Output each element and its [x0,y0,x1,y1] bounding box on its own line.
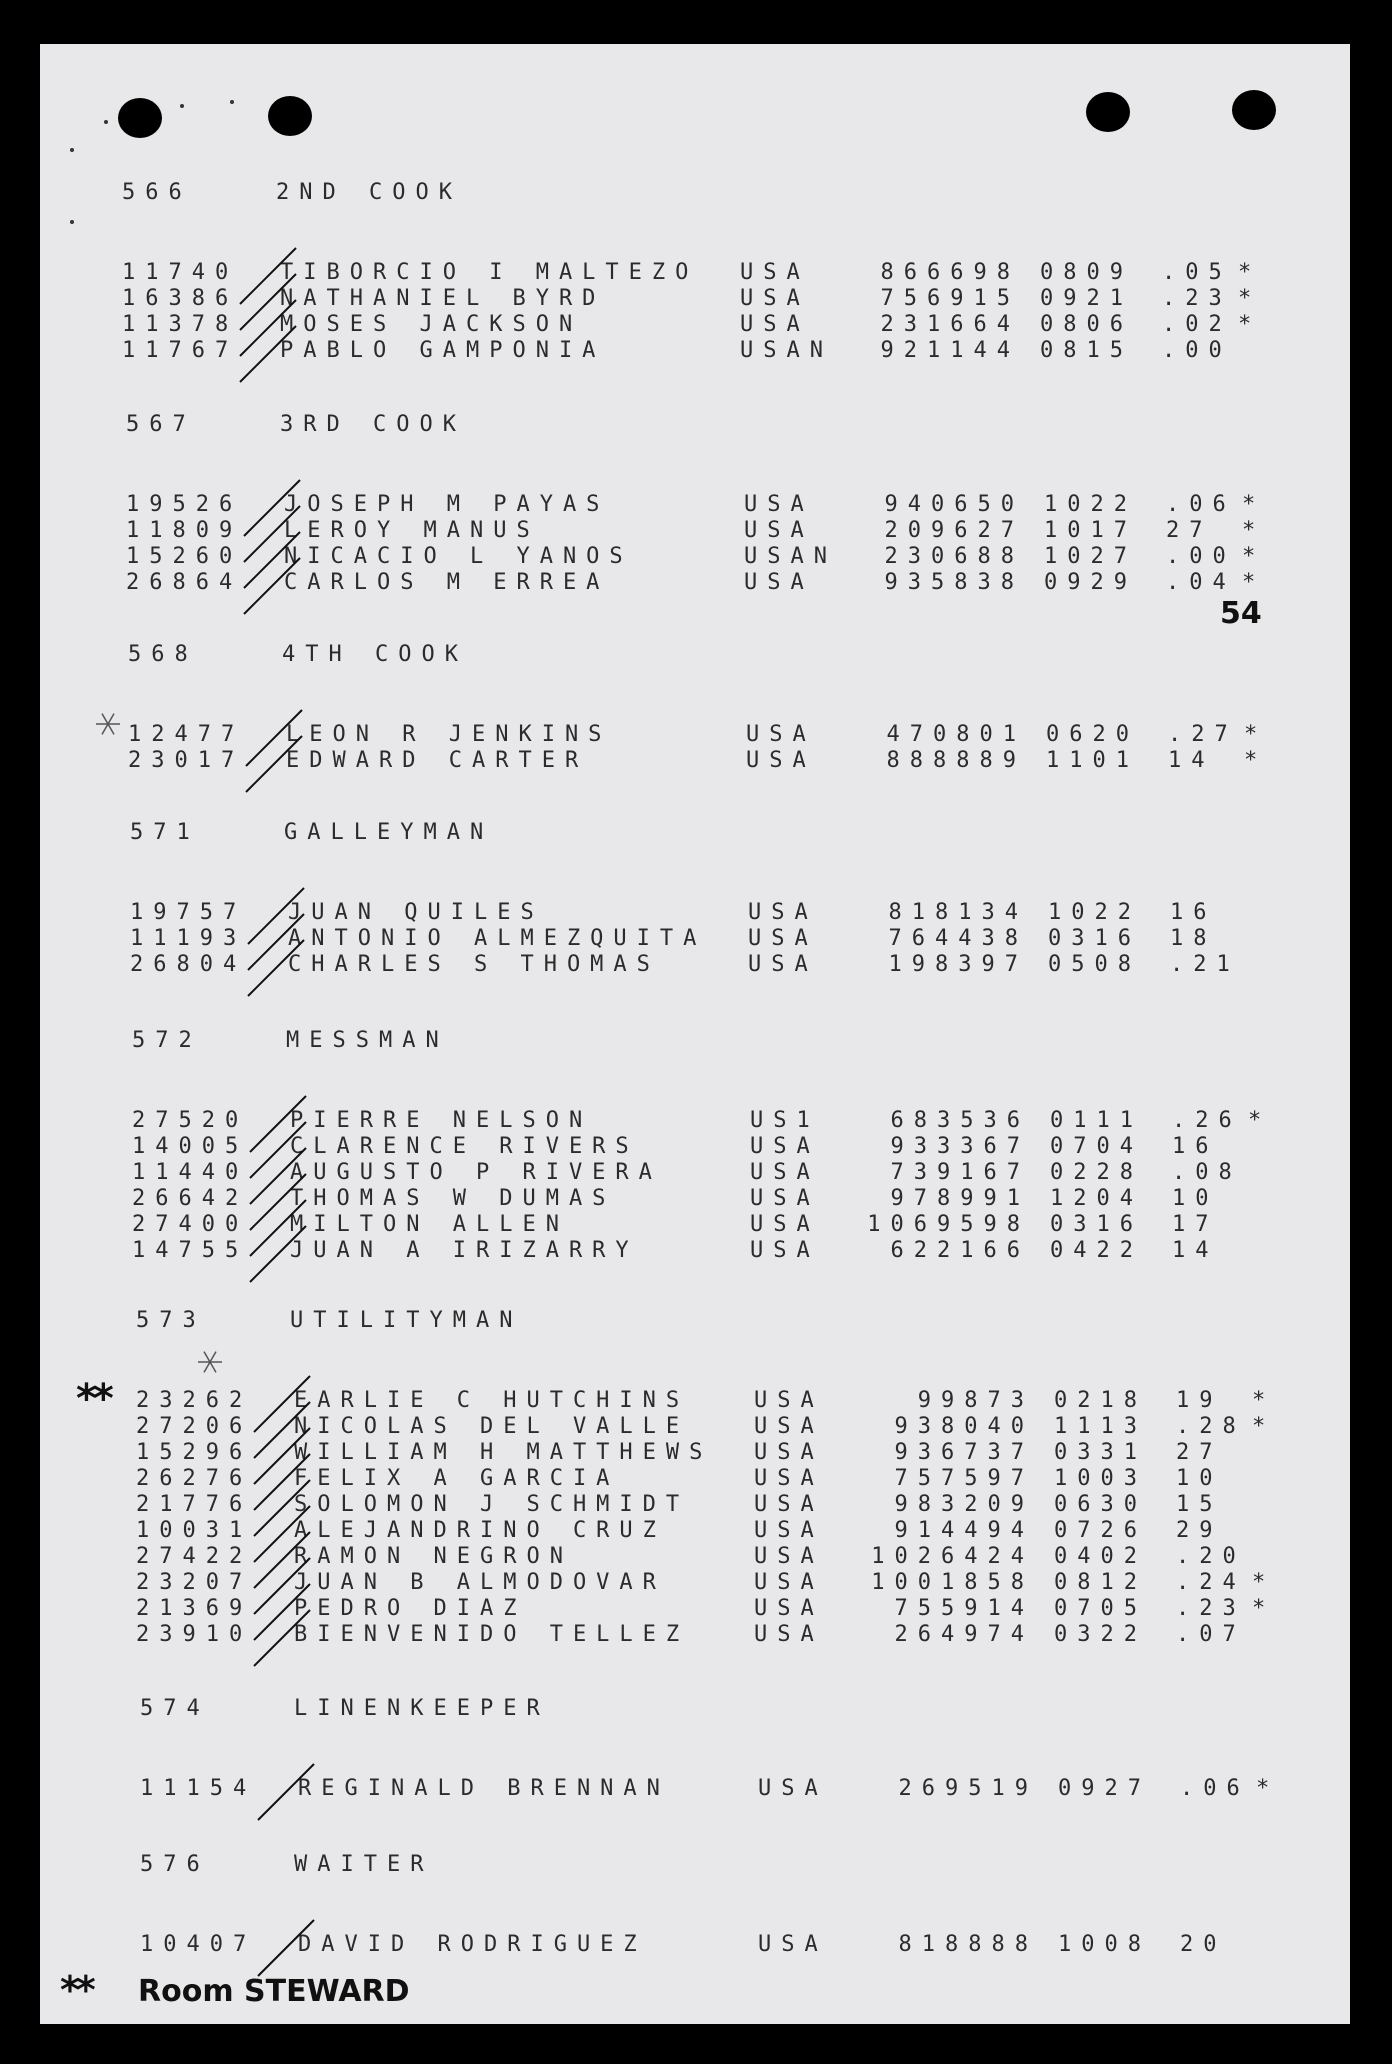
check-mark [250,1174,306,1230]
employee-name: TIBORCIO I MALTEZO [280,260,699,285]
date-code: 1113 [1054,1414,1147,1439]
nationality: USA [750,1212,820,1237]
employee-name: MILTON ALLEN [290,1212,569,1237]
date-code: 0927 [1058,1776,1151,1801]
date-code: 0316 [1050,1212,1143,1237]
date-code: 0806 [1040,312,1133,337]
check-mark [254,1506,310,1562]
star-mark: * [1244,722,1268,747]
document-number: 756915 [880,286,1020,311]
rate-value: 19 [1176,1388,1223,1413]
footer-note-room-steward: Room STEWARD [138,1974,410,2009]
date-code: 0726 [1054,1518,1147,1543]
employee-id: 21776 [136,1492,253,1517]
check-mark [240,326,296,382]
date-code: 1027 [1044,544,1137,569]
section-code: 566 [122,180,192,205]
nationality: US1 [750,1108,820,1133]
employee-name: CHARLES S THOMAS [288,952,660,977]
date-code: 0815 [1040,338,1133,363]
document-number: 818134 [888,900,1028,925]
rate-value: .20 [1176,1544,1246,1569]
document-number: 739167 [890,1160,1030,1185]
rate-value: 16 [1172,1134,1219,1159]
employee-name: NATHANIEL BYRD [280,286,606,311]
employee-name: RAMON NEGRON [294,1544,573,1569]
check-mark [258,1920,314,1976]
section-title: LINENKEEPER [294,1696,550,1721]
employee-id: 23017 [128,748,245,773]
rate-value: 20 [1180,1932,1227,1957]
employee-name: JUAN QUILES [288,900,544,925]
rate-value: .23 [1176,1596,1246,1621]
employee-name: BIENVENIDO TELLEZ [294,1622,690,1647]
rate-value: .06 [1180,1776,1250,1801]
section-title: 3RD COOK [280,412,466,437]
nationality: USA [754,1596,824,1621]
section-code: 576 [140,1852,210,1877]
document-number: 888889 [886,748,1026,773]
nationality: USA [754,1440,824,1465]
check-mark [248,940,304,996]
section-code: 567 [126,412,196,437]
check-mark [258,1764,314,1820]
employee-name: DAVID RODRIGUEZ [298,1932,647,1957]
check-mark [254,1376,310,1432]
star-mark: * [1238,286,1262,311]
rate-value: .23 [1162,286,1232,311]
employee-id: 11193 [130,926,247,951]
section-title: UTILITYMAN [290,1308,523,1333]
date-code: 0620 [1046,722,1139,747]
document-number: 1069598 [867,1212,1030,1237]
document-number: 198397 [888,952,1028,977]
nationality: USAN [740,338,833,363]
employee-id: 19757 [130,900,247,925]
check-mark [250,1148,306,1204]
check-mark [244,480,300,536]
date-code: 0630 [1054,1492,1147,1517]
check-mark [254,1454,310,1510]
check-mark [254,1532,310,1588]
rate-value: 15 [1176,1492,1223,1517]
document-number: 935838 [884,570,1024,595]
section-title: 4TH COOK [282,642,468,667]
check-mark [244,532,300,588]
employee-id: 12477 [128,722,245,747]
nationality: USA [754,1388,824,1413]
rate-value: 29 [1176,1518,1223,1543]
nationality: USA [740,286,810,311]
star-mark: * [1252,1596,1276,1621]
employee-name: CLARENCE RIVERS [290,1134,639,1159]
double-star-mark: ** [76,1376,110,1422]
section-code: 573 [136,1308,206,1333]
employee-name: FELIX A GARCIA [294,1466,620,1491]
nationality: USA [744,518,814,543]
employee-id: 11767 [122,338,239,363]
employee-name: EDWARD CARTER [286,748,589,773]
star-mark: * [1252,1388,1276,1413]
employee-id: 14755 [132,1238,249,1263]
employee-id: 26804 [130,952,247,977]
rate-value: 27 [1166,518,1213,543]
nationality: USA [750,1186,820,1211]
nationality: USA [740,260,810,285]
document-number: 978991 [890,1186,1030,1211]
check-mark [244,558,300,614]
employee-id: 27206 [136,1414,253,1439]
rate-value: .06 [1166,492,1236,517]
date-code: 0921 [1040,286,1133,311]
check-mark [248,888,304,944]
date-code: 1101 [1046,748,1139,773]
employee-id: 14005 [132,1134,249,1159]
nationality: USA [758,1776,828,1801]
document-number: 936737 [894,1440,1034,1465]
check-mark [248,914,304,970]
nationality: USA [754,1414,824,1439]
document-number: 622166 [890,1238,1030,1263]
rate-value: .08 [1172,1160,1242,1185]
document-number: 99873 [917,1388,1034,1413]
date-code: 0228 [1050,1160,1143,1185]
document-number: 683536 [890,1108,1030,1133]
star-mark: * [1242,544,1266,569]
check-mark [250,1226,306,1282]
date-code: 1204 [1050,1186,1143,1211]
check-mark [254,1584,310,1640]
employee-name: LEROY MANUS [284,518,540,543]
rate-value: .27 [1168,722,1238,747]
date-code: 0812 [1054,1570,1147,1595]
rate-value: 10 [1172,1186,1219,1211]
document-number: 269519 [898,1776,1038,1801]
rate-value: 14 [1172,1238,1219,1263]
check-mark [254,1402,310,1458]
nationality: USA [746,748,816,773]
employee-id: 16386 [122,286,239,311]
document-number: 764438 [888,926,1028,951]
rate-value: 10 [1176,1466,1223,1491]
nationality: USA [748,952,818,977]
check-mark [250,1096,306,1152]
rate-value: .00 [1162,338,1232,363]
employee-name: CARLOS M ERREA [284,570,610,595]
check-mark [254,1610,310,1666]
section-code: 571 [130,820,200,845]
check-mark [254,1480,310,1536]
date-code: 0331 [1054,1440,1147,1465]
employee-name: JUAN A IRIZARRY [290,1238,639,1263]
nationality: USA [754,1466,824,1491]
star-mark: * [1242,492,1266,517]
date-code: 0316 [1048,926,1141,951]
employee-name: NICACIO L YANOS [284,544,633,569]
rate-value: .05 [1162,260,1232,285]
rate-value: .24 [1176,1570,1246,1595]
nationality: USA [758,1932,828,1957]
employee-id: 11440 [132,1160,249,1185]
date-code: 0929 [1044,570,1137,595]
document-number: 209627 [884,518,1024,543]
check-mark [254,1558,310,1614]
nationality: USA [744,570,814,595]
document-number: 983209 [894,1492,1034,1517]
handwritten-tick-marks [40,44,1350,2024]
employee-name: AUGUSTO P RIVERA [290,1160,662,1185]
nationality: USA [748,900,818,925]
date-code: 0218 [1054,1388,1147,1413]
rate-value: .00 [1166,544,1236,569]
footer-asterisk-marks: ** [60,1968,92,2012]
check-mark [240,274,296,330]
employee-name: JUAN B ALMODOVAR [294,1570,666,1595]
rate-value: .04 [1166,570,1236,595]
nationality: USA [740,312,810,337]
employee-id: 15296 [136,1440,253,1465]
employee-id: 11378 [122,312,239,337]
rate-value: .26 [1172,1108,1242,1133]
employee-id: 26642 [132,1186,249,1211]
section-title: GALLEYMAN [284,820,494,845]
employee-id: 26276 [136,1466,253,1491]
section-code: 568 [128,642,198,667]
employee-name: THOMAS W DUMAS [290,1186,616,1211]
document-number: 866698 [880,260,1020,285]
document-number: 755914 [894,1596,1034,1621]
employee-name: WILLIAM H MATTHEWS [294,1440,713,1465]
section-title: WAITER [294,1852,434,1877]
nationality: USAN [744,544,837,569]
document-number: 470801 [886,722,1026,747]
date-code: 1017 [1044,518,1137,543]
date-code: 0402 [1054,1544,1147,1569]
employee-id: 27422 [136,1544,253,1569]
star-mark: * [1244,748,1268,773]
employee-name: ALEJANDRINO CRUZ [294,1518,666,1543]
star-mark: * [1252,1414,1276,1439]
check-mark [240,300,296,356]
employee-id: 19526 [126,492,243,517]
document-number: 818888 [898,1932,1038,1957]
employee-id: 23262 [136,1388,253,1413]
date-code: 0508 [1048,952,1141,977]
employee-id: 27520 [132,1108,249,1133]
star-mark: * [1252,1570,1276,1595]
nationality: USA [750,1160,820,1185]
rate-value: .07 [1176,1622,1246,1647]
nationality: USA [754,1544,824,1569]
employee-name: ANTONIO ALMEZQUITA [288,926,707,951]
check-mark [250,1200,306,1256]
employee-id: 23207 [136,1570,253,1595]
check-mark [250,1122,306,1178]
check-mark [246,710,302,766]
check-mark [244,506,300,562]
employee-id: 27400 [132,1212,249,1237]
section-code: 574 [140,1696,210,1721]
nationality: USA [754,1570,824,1595]
employee-name: REGINALD BRENNAN [298,1776,670,1801]
nationality: USA [748,926,818,951]
employee-id: 26864 [126,570,243,595]
document-number: 1001858 [871,1570,1034,1595]
rate-value: .02 [1162,312,1232,337]
date-code: 0704 [1050,1134,1143,1159]
nationality: USA [754,1622,824,1647]
section-title: 2ND COOK [276,180,462,205]
nationality: USA [754,1518,824,1543]
rate-value: .28 [1176,1414,1246,1439]
page-number: 54 [1220,596,1262,631]
employee-name: PABLO GAMPONIA [280,338,606,363]
employee-name: EARLIE C HUTCHINS [294,1388,690,1413]
document-number: 914494 [894,1518,1034,1543]
date-code: 1022 [1048,900,1141,925]
rate-value: 16 [1170,900,1217,925]
date-code: 1008 [1058,1932,1151,1957]
document-number: 264974 [894,1622,1034,1647]
employee-id: 11154 [140,1776,257,1801]
nationality: USA [746,722,816,747]
employee-name: LEON R JENKINS [286,722,612,747]
employee-name: NICOLAS DEL VALLE [294,1414,690,1439]
date-code: 0705 [1054,1596,1147,1621]
check-mark [240,248,296,304]
document-number: 230688 [884,544,1024,569]
nationality: USA [750,1134,820,1159]
check-mark [254,1428,310,1484]
star-mark: * [1242,570,1266,595]
document-page [40,44,1350,2024]
star-mark: * [1248,1108,1272,1133]
employee-name: PEDRO DIAZ [294,1596,527,1621]
rate-value: 18 [1170,926,1217,951]
nationality: USA [754,1492,824,1517]
employee-id: 23910 [136,1622,253,1647]
rate-value: .21 [1170,952,1240,977]
employee-id: 11809 [126,518,243,543]
employee-name: MOSES JACKSON [280,312,583,337]
employee-name: PIERRE NELSON [290,1108,593,1133]
document-number: 757597 [894,1466,1034,1491]
rate-value: 27 [1176,1440,1223,1465]
rate-value: 14 [1168,748,1215,773]
rate-value: 17 [1172,1212,1219,1237]
star-mark: * [1242,518,1266,543]
employee-id: 11740 [122,260,239,285]
document-number: 940650 [884,492,1024,517]
nationality: USA [744,492,814,517]
date-code: 0422 [1050,1238,1143,1263]
date-code: 0322 [1054,1622,1147,1647]
employee-id: 21369 [136,1596,253,1621]
employee-id: 10031 [136,1518,253,1543]
date-code: 0111 [1050,1108,1143,1133]
star-mark: * [1238,260,1262,285]
star-mark: * [1238,312,1262,337]
section-title: MESSMAN [286,1028,449,1053]
employee-id: 15260 [126,544,243,569]
nationality: USA [750,1238,820,1263]
check-mark [246,736,302,792]
date-code: 1003 [1054,1466,1147,1491]
employee-name: JOSEPH M PAYAS [284,492,610,517]
document-number: 921144 [880,338,1020,363]
employee-id: 10407 [140,1932,257,1957]
employee-name: SOLOMON J SCHMIDT [294,1492,690,1517]
date-code: 0809 [1040,260,1133,285]
section-code: 572 [132,1028,202,1053]
date-code: 1022 [1044,492,1137,517]
document-number: 231664 [880,312,1020,337]
document-number: 933367 [890,1134,1030,1159]
document-number: 938040 [894,1414,1034,1439]
star-mark: * [1256,1776,1280,1801]
document-number: 1026424 [871,1544,1034,1569]
